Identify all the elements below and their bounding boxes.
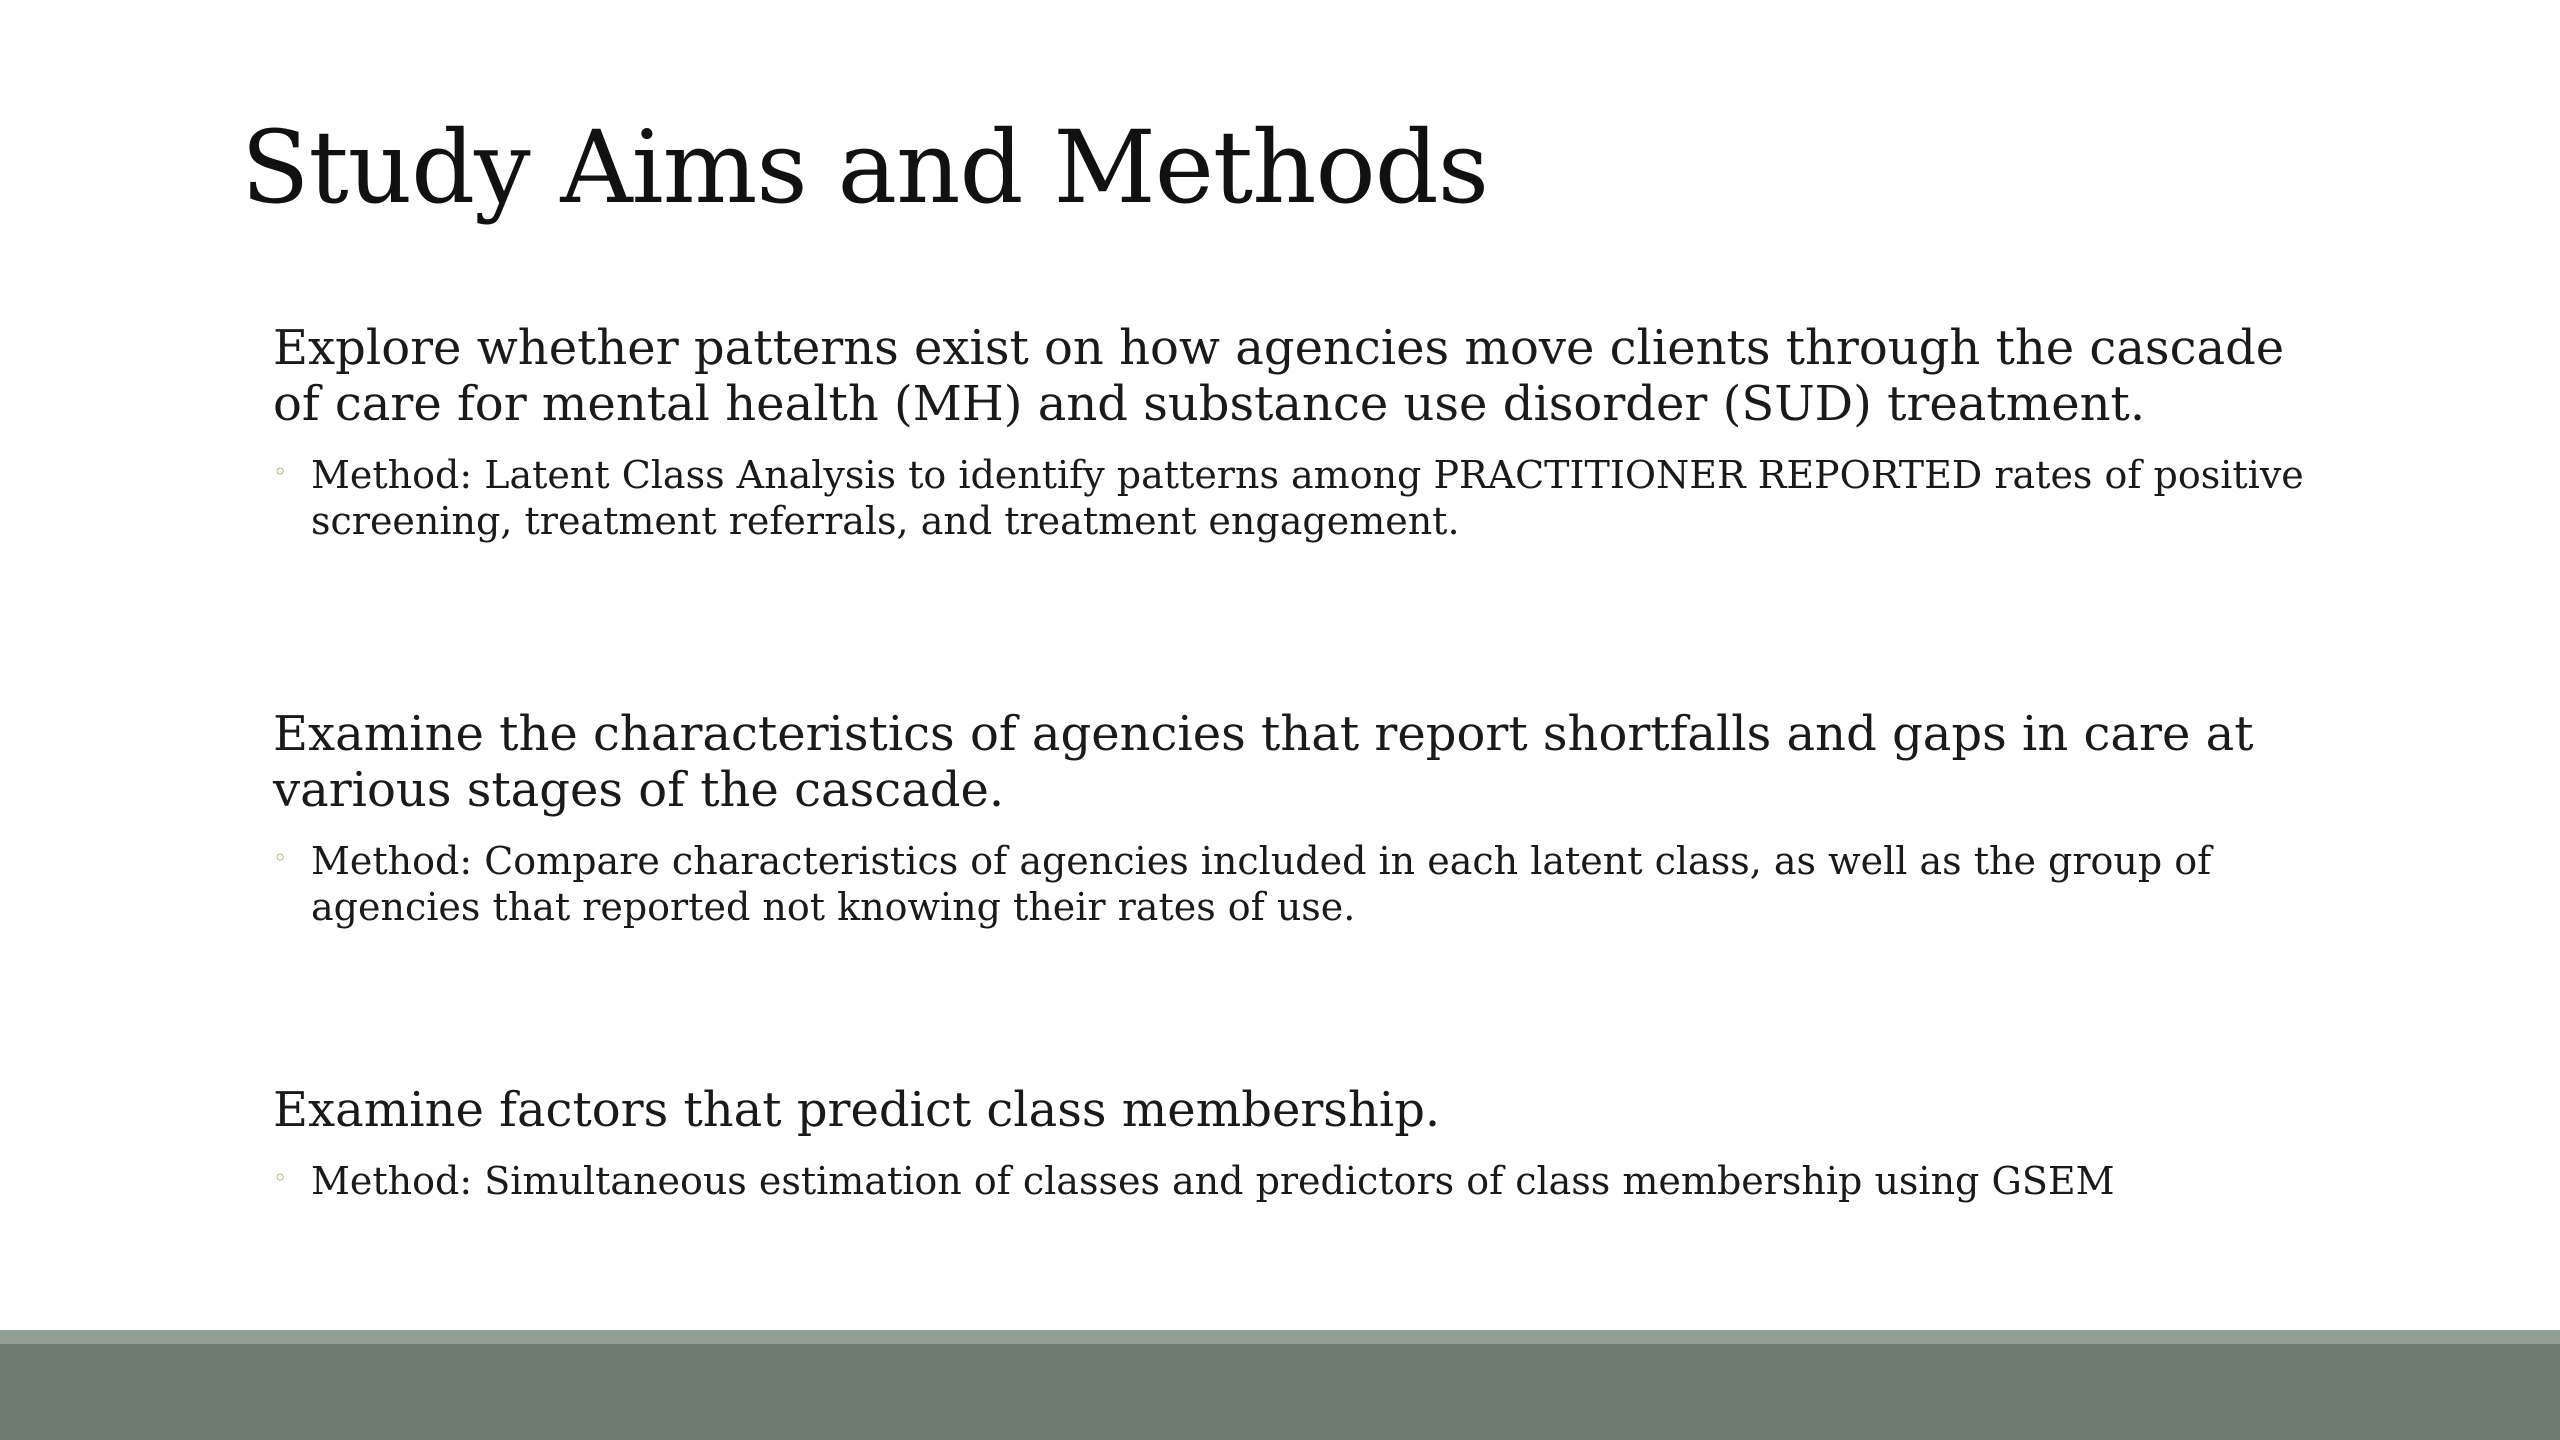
aim-text: Examine the characteristics of agencies that report shortfalls and gaps in care at various stages of the cascade. xyxy=(273,706,2254,818)
aim-item xyxy=(273,1082,2333,1204)
method-text: Method: Latent Class Analysis to identify patterns among PRACTITIONER REPORTED rates of positive screening, treatment referrals, and treatment engagement. xyxy=(311,453,2304,543)
method-text: Method: Simultaneous estimation of classes and predictors of class membership using GSEM xyxy=(311,1159,2115,1203)
footer-band xyxy=(0,1344,2560,1440)
aim-text: Examine factors that predict class membership. xyxy=(273,1082,1441,1138)
bullet-icon: ◦ xyxy=(273,458,288,486)
footer-stripe xyxy=(0,1330,2560,1344)
slide-title: Study Aims and Methods xyxy=(241,109,1489,226)
bullet-icon: ◦ xyxy=(273,844,288,872)
bullet-icon: ◦ xyxy=(273,1164,288,1192)
aim-item xyxy=(273,706,2333,930)
aim-text: Explore whether patterns exist on how agencies move clients through the cascade of care for mental health (MH) and substance use disorder (SUD) treatment. xyxy=(273,320,2285,432)
method-text: Method: Compare characteristics of agencies included in each latent class, as well as the group of agencies that reported not knowing their rates of use. xyxy=(311,839,2212,929)
method-item xyxy=(273,1158,2333,1204)
aim-item xyxy=(273,320,2333,544)
method-item xyxy=(273,452,2333,544)
method-item xyxy=(273,838,2333,930)
